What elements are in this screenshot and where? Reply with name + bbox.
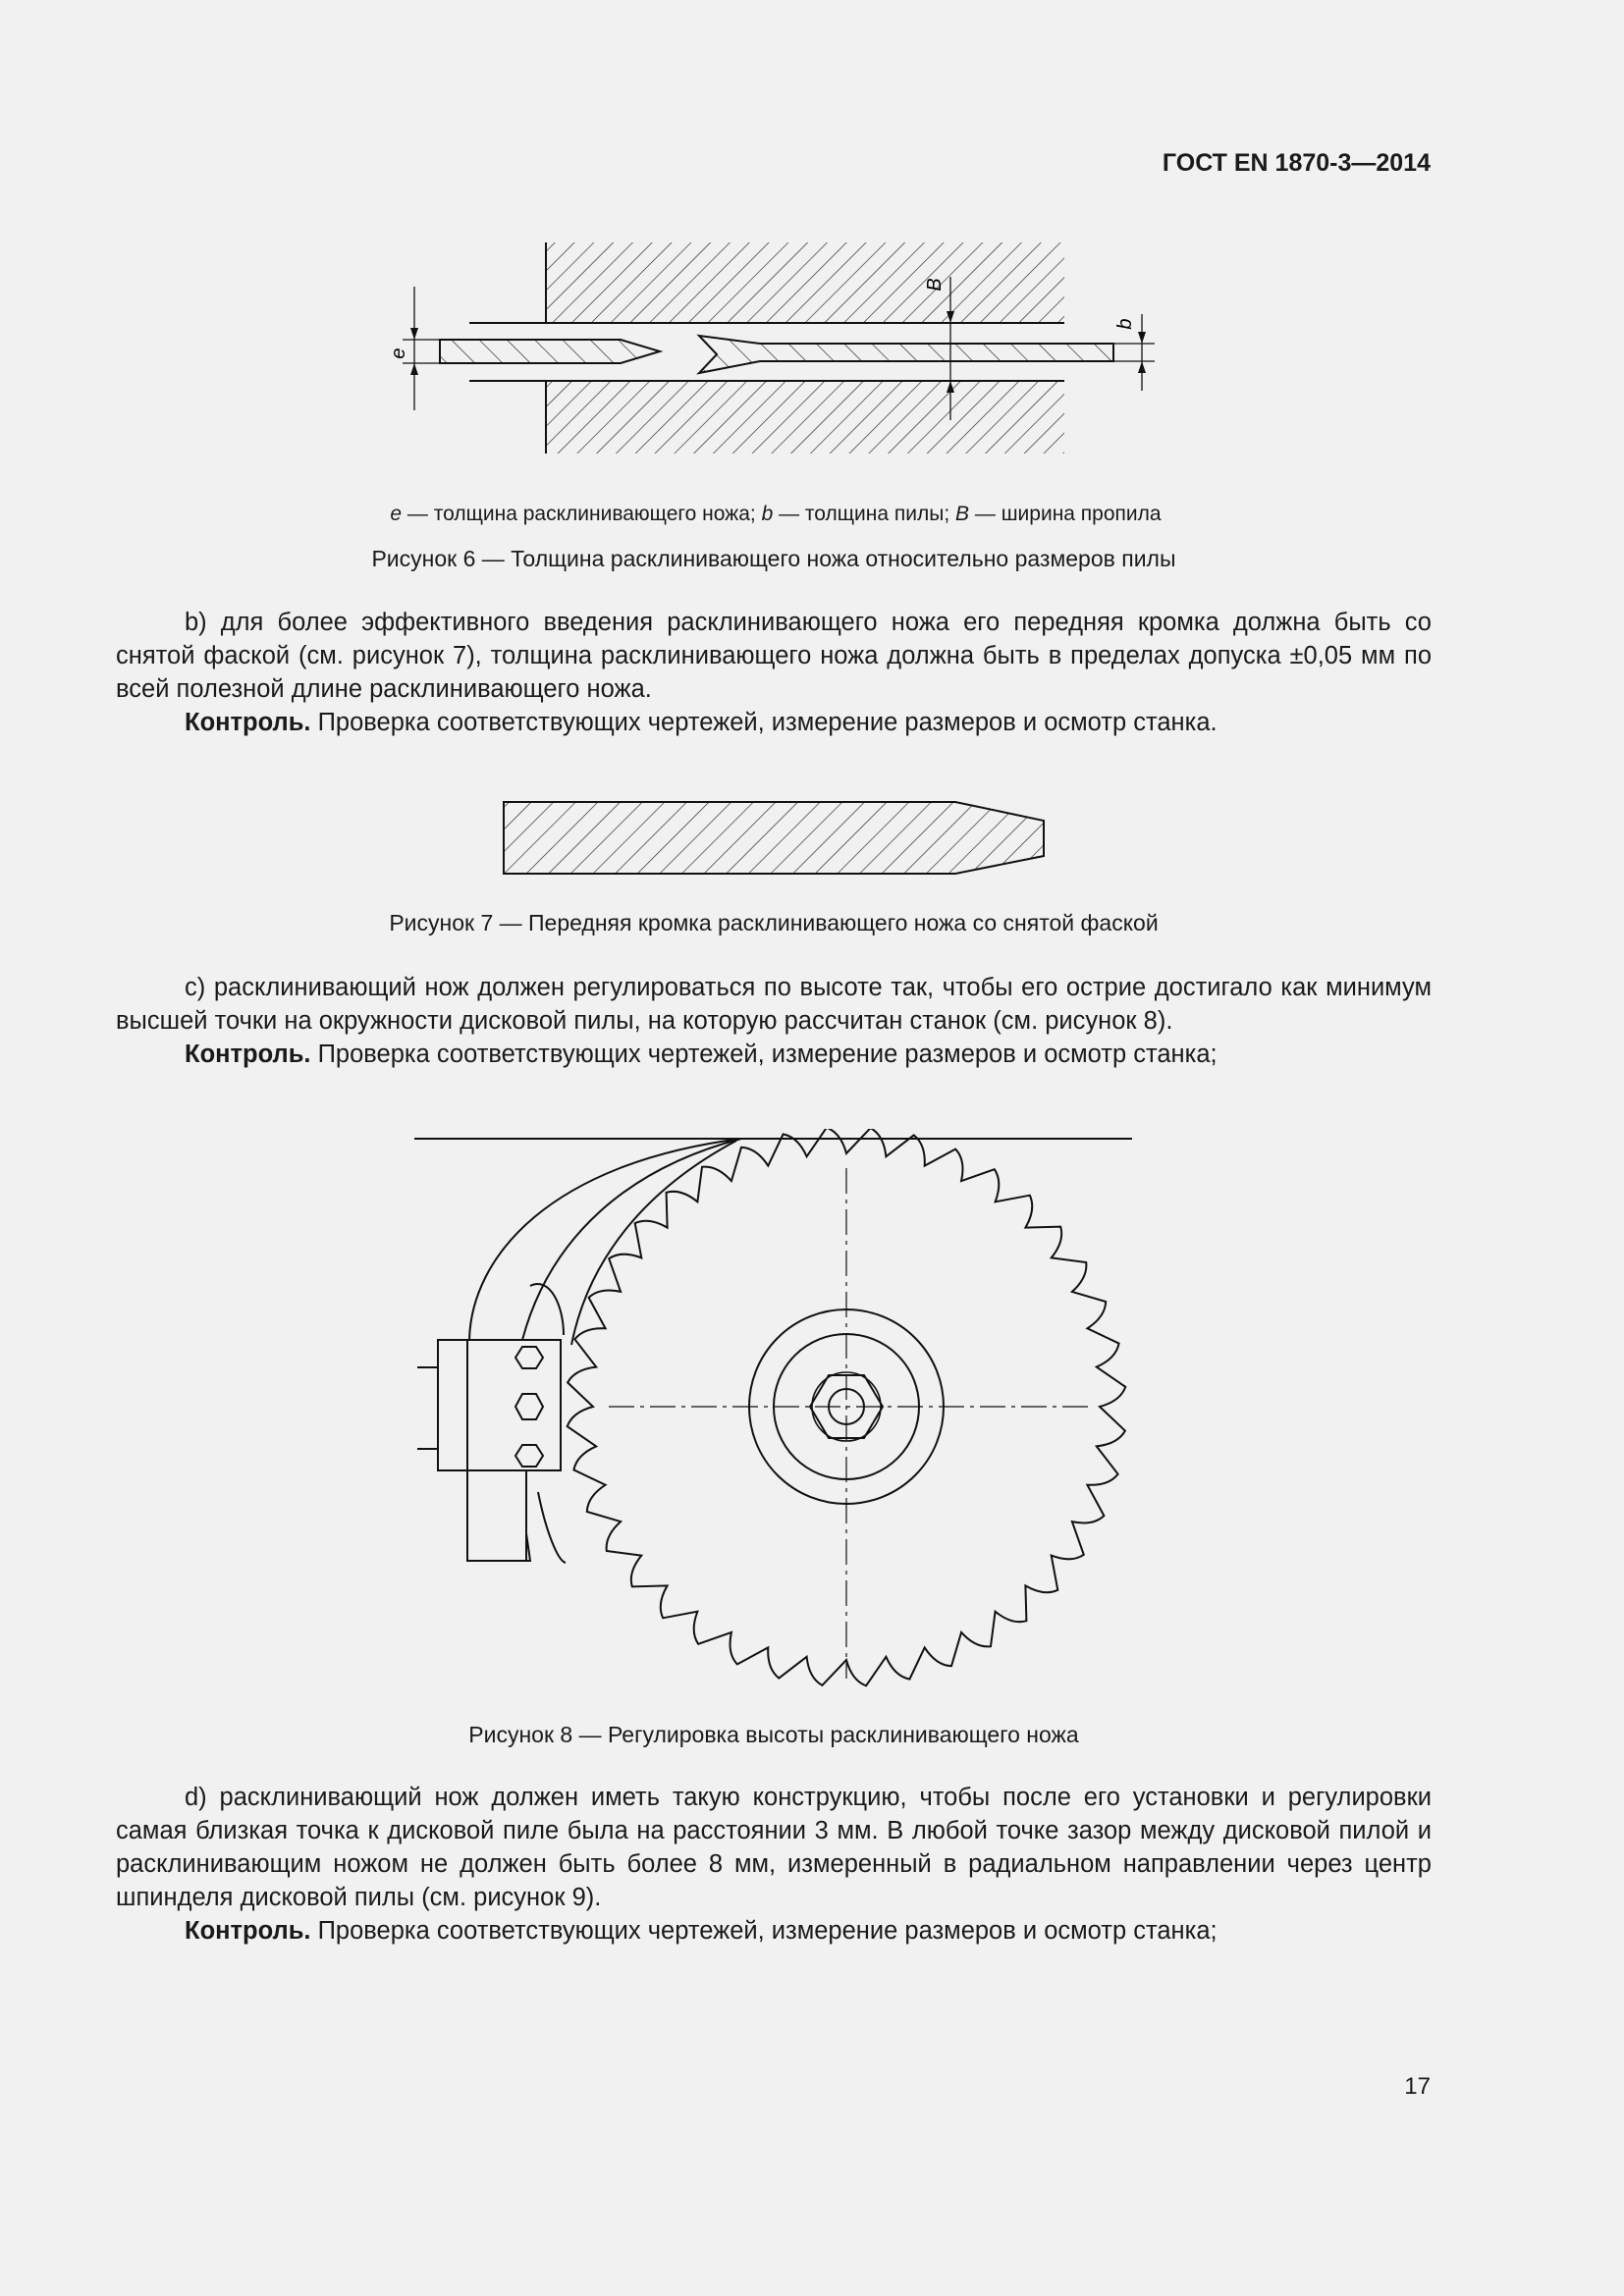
control-label: Контроль.: [185, 1041, 311, 1068]
item-d: [116, 1781, 1432, 1948]
figure-7-drawing: [0, 795, 1624, 883]
bolt-bottom: [515, 1445, 543, 1467]
dim-label-e: e: [388, 347, 409, 359]
control-label: Контроль.: [185, 709, 311, 736]
figure-7-caption: Рисунок 7 — Передняя кромка расклинивающего ножа со снятой фаской: [389, 910, 1159, 935]
control-label: Контроль.: [185, 1917, 311, 1945]
bolt-top: [515, 1347, 543, 1368]
upper-workpiece: [546, 242, 1064, 323]
legend-B-symbol: B: [955, 503, 970, 525]
item-c-text: c) расклинивающий нож должен регулироваться по высоте так, чтобы его острие достигало как минимум высшей точки на окружности дисковой пилы, на которую рассчитан станок (см. рисунок 8).: [116, 974, 1432, 1035]
chamfered-knife-section: [504, 802, 1044, 874]
item-d-text: d) расклинивающий нож должен иметь такую конструкцию, чтобы после его установки и регулировки самая близкая точка к дисковой пиле была на расстоянии 3 мм. В любой точке зазор между дисковой пилой и расклинивающим ножом не должен быть более 8 мм, измеренный в радиальном направлении через центр шпинделя дисковой пилы (см. рисунок 9).: [116, 1784, 1432, 1911]
item-d-control: [116, 1914, 1432, 1948]
dim-label-B: B: [924, 278, 946, 292]
legend-e-text: — толщина расклинивающего ножа;: [402, 503, 762, 525]
figure-6-caption: Рисунок 6 — Толщина расклинивающего ножа относительно размеров пилы: [371, 546, 1176, 571]
item-c: [116, 971, 1432, 1071]
item-b: [116, 606, 1432, 739]
control-text: Проверка соответствующих чертежей, измерение размеров и осмотр станка.: [310, 709, 1218, 736]
legend-b-symbol: b: [761, 503, 774, 525]
control-text: Проверка соответствующих чертежей, измерение размеров и осмотр станка;: [310, 1917, 1218, 1945]
riving-knife-section: [440, 340, 660, 363]
page-number: 17: [1404, 2073, 1431, 2100]
bolt-middle: [515, 1394, 543, 1419]
lower-workpiece: [546, 381, 1064, 454]
item-b-text: b) для более эффективного введения расклинивающего ножа его передняя кромка должна быть со снятой фаской (см. рисунок 7), толщина расклинивающего ножа должна быть в пределах допуска ±0,05 мм по всей полезной длине расклинивающего ножа.: [116, 609, 1432, 703]
legend-B-text: — ширина пропила: [969, 503, 1162, 525]
control-text: Проверка соответствующих чертежей, измерение размеров и осмотр станка;: [310, 1041, 1218, 1068]
document-header: ГОСТ EN 1870-3—2014: [1162, 149, 1431, 177]
item-b-control: [116, 706, 1432, 739]
dim-label-b: b: [1114, 318, 1136, 330]
figure-6-drawing: [0, 236, 1624, 461]
item-c-control: [116, 1038, 1432, 1071]
legend-b-text: — толщина пилы;: [773, 503, 956, 525]
legend-e-symbol: e: [390, 503, 403, 525]
saw-blade-section: [699, 336, 1113, 373]
figure-8-drawing: [0, 1129, 1624, 1688]
figure-8-caption: Рисунок 8 — Регулировка высоты расклинивающего ножа: [468, 1722, 1079, 1747]
figure-6-legend: [0, 503, 1551, 526]
